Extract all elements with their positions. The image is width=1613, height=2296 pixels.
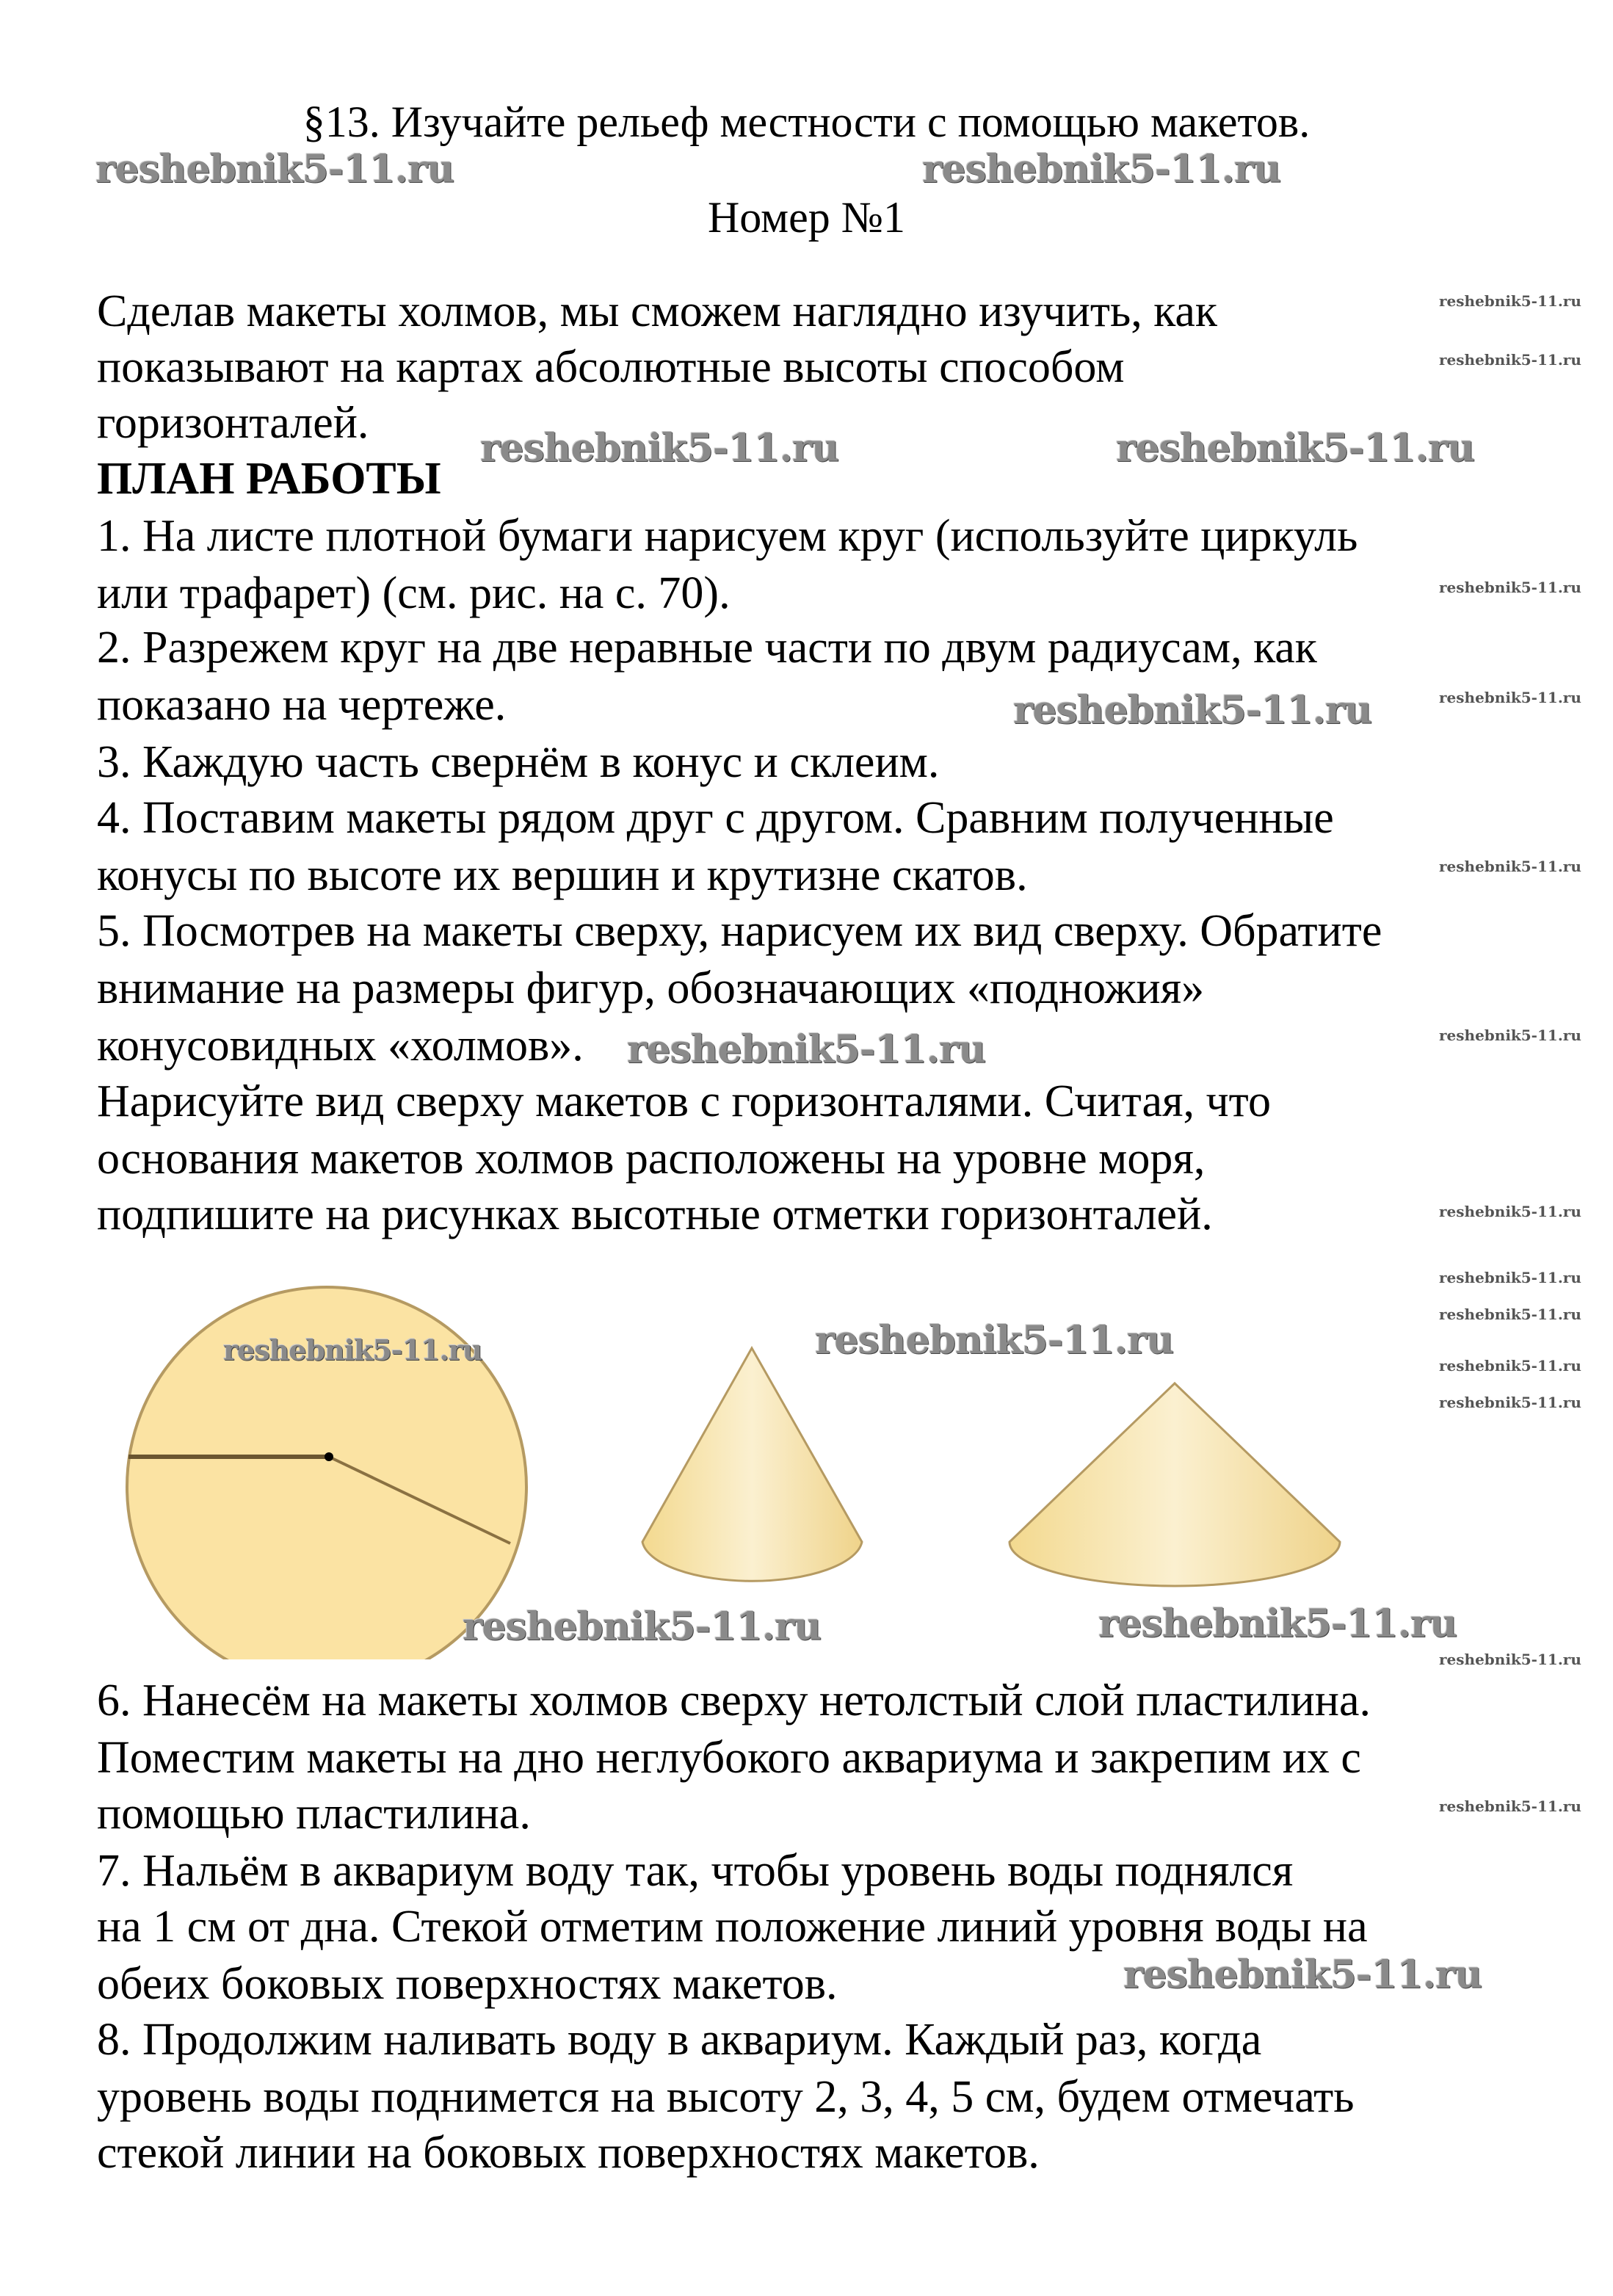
watermark: reshebnik5-11.ru [1439,1797,1581,1815]
step-line: конусовидных «холмов». [97,1021,584,1071]
watermark: reshebnik5-11.ru [1439,351,1581,369]
step-line: помощью пластилина. [97,1789,531,1839]
intro-line: показывают на картах абсолютные высоты способом [97,342,1125,392]
watermark: reshebnik5-11.ru [1098,1601,1457,1646]
watermark: reshebnik5-11.ru [1439,1203,1581,1220]
watermark: reshebnik5-11.ru [1439,1305,1581,1323]
watermark: reshebnik5-11.ru [1439,1269,1581,1286]
watermark: reshebnik5-11.ru [480,426,839,471]
watermark: reshebnik5-11.ru [95,147,454,192]
watermark: reshebnik5-11.ru [815,1318,1174,1363]
plan-heading: ПЛАН РАБОТЫ [97,454,441,504]
step-line: на 1 см от дна. Стекой отметим положение линий уровня воды на [97,1902,1368,1952]
step-line: показано на чертеже. [97,680,507,730]
step-line: стекой линии на боковых поверхностях макетов. [97,2128,1040,2178]
watermark: reshebnik5-11.ru [1013,688,1372,733]
step-line: уровень воды поднимется на высоту 2, 3, 4, 5 см, будем отмечать [97,2072,1355,2122]
watermark: reshebnik5-11.ru [1439,1357,1581,1375]
watermark: reshebnik5-11.ru [1439,579,1581,596]
step-line: подпишите на рисунках высотные отметки горизонталей. [97,1189,1213,1239]
watermark: reshebnik5-11.ru [463,1604,822,1649]
step-line: основания макетов холмов расположены на уровне моря, [97,1134,1206,1184]
tall-cone [642,1348,862,1581]
step-line: внимание на размеры фигур, обозначающих «подножия» [97,963,1205,1013]
watermark: reshebnik5-11.ru [1116,426,1475,471]
watermark: reshebnik5-11.ru [627,1027,986,1072]
page-title: §13. Изучайте рельеф местности с помощью макетов. [302,98,1311,146]
watermark: reshebnik5-11.ru [1439,292,1581,310]
watermark: reshebnik5-11.ru [1123,1952,1482,1997]
watermark: reshebnik5-11.ru [1439,1394,1581,1411]
watermark: reshebnik5-11.ru [1439,689,1581,706]
step-line: 4. Поставим макеты рядом друг с другом. Сравним полученные [97,793,1334,843]
watermark: reshebnik5-11.ru [1439,1026,1581,1044]
wide-cone [1010,1383,1340,1586]
step-line: или трафарет) (см. рис. на с. 70). [97,568,731,618]
step-line: 2. Разрежем круг на две неравные части по двум радиусам, как [97,623,1317,673]
watermark: reshebnik5-11.ru [1439,1651,1581,1668]
intro-line: Сделав макеты холмов, мы сможем наглядно изучить, как [97,286,1218,336]
step-line: 7. Нальём в аквариум воду так, чтобы уровень воды поднялся [97,1846,1294,1896]
step-line: обеих боковых поверхностях макетов. [97,1959,838,2009]
step-line: 6. Нанесём на макеты холмов сверху нетолстый слой пластилина. [97,1676,1371,1725]
step-line: 8. Продолжим наливать воду в аквариум. Каждый раз, когда [97,2015,1262,2065]
watermark: reshebnik5-11.ru [922,147,1281,192]
step-line: 5. Посмотрев на макеты сверху, нарисуем их вид сверху. Обратите [97,906,1382,956]
watermark: reshebnik5-11.ru [1439,858,1581,875]
watermark: reshebnik5-11.ru [223,1333,482,1366]
step-line: 1. На листе плотной бумаги нарисуем круг (используйте циркуль [97,511,1358,561]
intro-line: горизонталей. [97,398,369,448]
step-line: Нарисуйте вид сверху макетов с горизонталями. Считая, что [97,1076,1271,1126]
figure-circle-and-cones [0,1248,1613,1659]
step-line: Поместим макеты на дно неглубокого аквариума и закрепим их с [97,1733,1361,1783]
step-line: 3. Каждую часть свернём в конус и склеим. [97,737,940,787]
exercise-number: Номер №1 [707,193,906,242]
step-line: конусы по высоте их вершин и крутизне скатов. [97,850,1028,900]
